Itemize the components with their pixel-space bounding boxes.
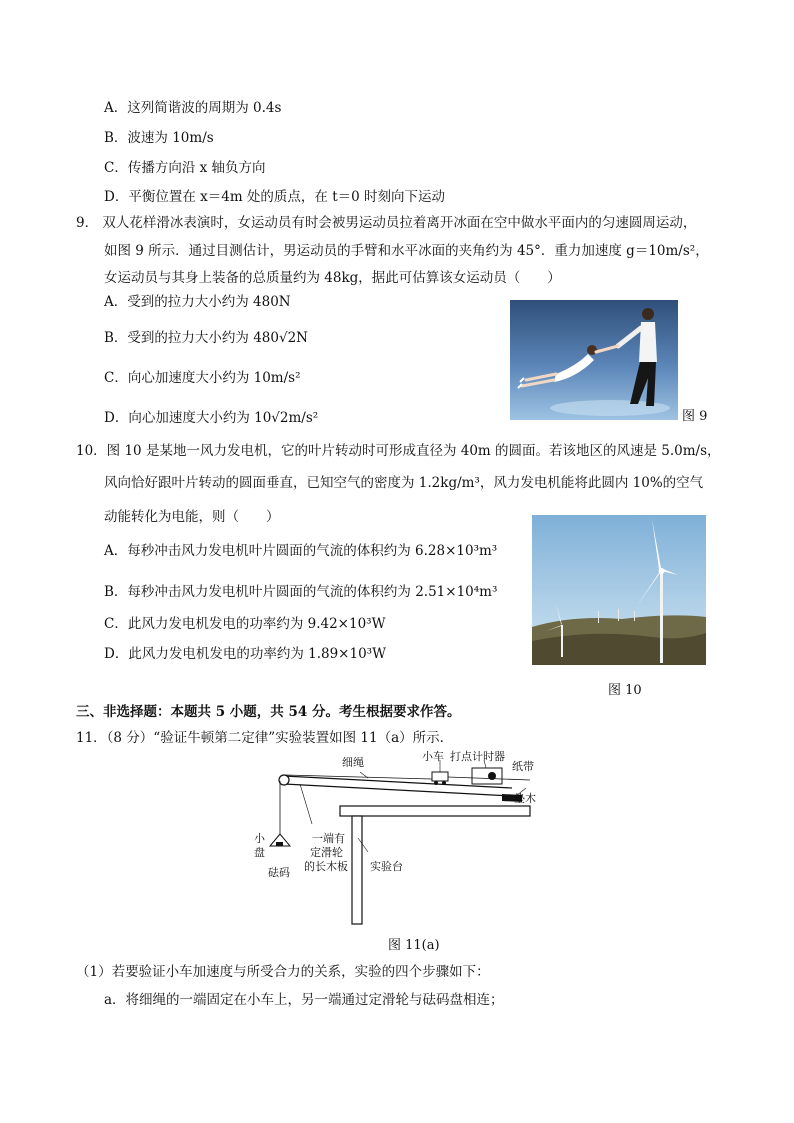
figure10-caption: 图 10 [608,683,642,698]
section3-title: 三、非选择题：本题共 5 小题，共 54 分。考生根据要求作答。 [76,704,461,720]
cart [432,772,448,781]
q9-option-d: D．向心加速度大小约为 10√2m/s² [104,410,319,426]
label-table: 实验台 [370,860,403,873]
label-weights: 砝码 [268,866,290,879]
table-leg [352,816,362,924]
q11-stem-line1: 11．（8 分）“验证牛顿第二定律”实验装置如图 11（a）所示． [76,730,454,746]
q11-step-a: a．将细绳的一端固定在小车上，另一端通过定滑轮与砝码盘相连； [104,992,504,1008]
q9-stem-line1: 9． 双人花样滑冰表演时，女运动员有时会被男运动员拉着离开冰面在空中做水平面内的匀速圆周运动， [76,215,697,231]
figure10-wind-turbine-photo [532,515,706,665]
q8-option-a: A．这列简谐波的周期为 0.4s [104,100,282,116]
q10-option-a: A．每秒冲击风力发电机叶片圆面的气流的体积约为 6.28×10³m³ [104,543,498,559]
q9-stem-line3: 女运动员与其身上装备的总质量约为 48kg，据此可估算该女运动员（ ） [104,270,561,286]
label-pan-1: 小 [254,832,265,845]
label-board-2: 定滑轮 [310,846,343,859]
label-board-3: 的长木板 [304,860,348,873]
label-tape: 纸带 [512,760,534,773]
q10-stem-line3: 动能转化为电能，则（ ） [104,509,280,525]
q8-option-b: B．波速为 10m/s [104,130,214,146]
label-block: 垫木 [514,792,536,805]
q10-option-b: B．每秒冲击风力发电机叶片圆面的气流的体积约为 2.51×10⁴m³ [104,584,498,600]
q10-stem-line1: 10．图 10 是某地一风力发电机，它的叶片转动时可形成直径为 40m 的圆面。若该地区的风速是 5.0m/s， [76,443,721,459]
q10-option-d: D．此风力发电机发电的功率约为 1.89×10³W [104,646,386,662]
q9-option-a: A．受到的拉力大小约为 480N [104,294,291,310]
label-rope: 细绳 [342,756,364,769]
q11-part1: （1）若要验证小车加速度与所受合力的关系，实验的四个步骤如下： [76,964,490,980]
lab-table [340,806,530,816]
figure9-skaters-photo [510,300,678,420]
q10-option-c: C．此风力发电机发电的功率约为 9.42×10³W [104,616,386,632]
label-pan-2: 盘 [254,846,265,859]
q10-stem-line2: 风向恰好跟叶片转动的圆面垂直，已知空气的密度为 1.2kg/m³，风力发电机能将此圆内 10%的空气 [104,475,704,491]
pulley [279,775,289,785]
label-board-1: 一端有 [312,832,345,845]
figure11a-caption: 图 11(a) [388,938,440,953]
q8-option-d: D．平衡位置在 x＝4m 处的质点，在 t＝0 时刻向下运动 [104,189,446,205]
label-cart: 小车 [422,750,444,763]
figure11a-apparatus-diagram [240,748,540,928]
figure9-caption: 图 9 [682,409,708,424]
q9-stem-line2: 如图 9 所示．通过目测估计，男运动员的手臂和水平冰面的夹角约为 45°．重力加速度 g＝10m/s²， [104,243,709,259]
q9-option-c: C．向心加速度大小约为 10m/s² [104,370,301,386]
label-timer: 打点计时器 [450,750,505,763]
q8-option-c: C．传播方向沿 x 轴负方向 [104,160,266,176]
timer [472,768,502,784]
q9-option-b: B．受到的拉力大小约为 480√2N [104,330,308,346]
